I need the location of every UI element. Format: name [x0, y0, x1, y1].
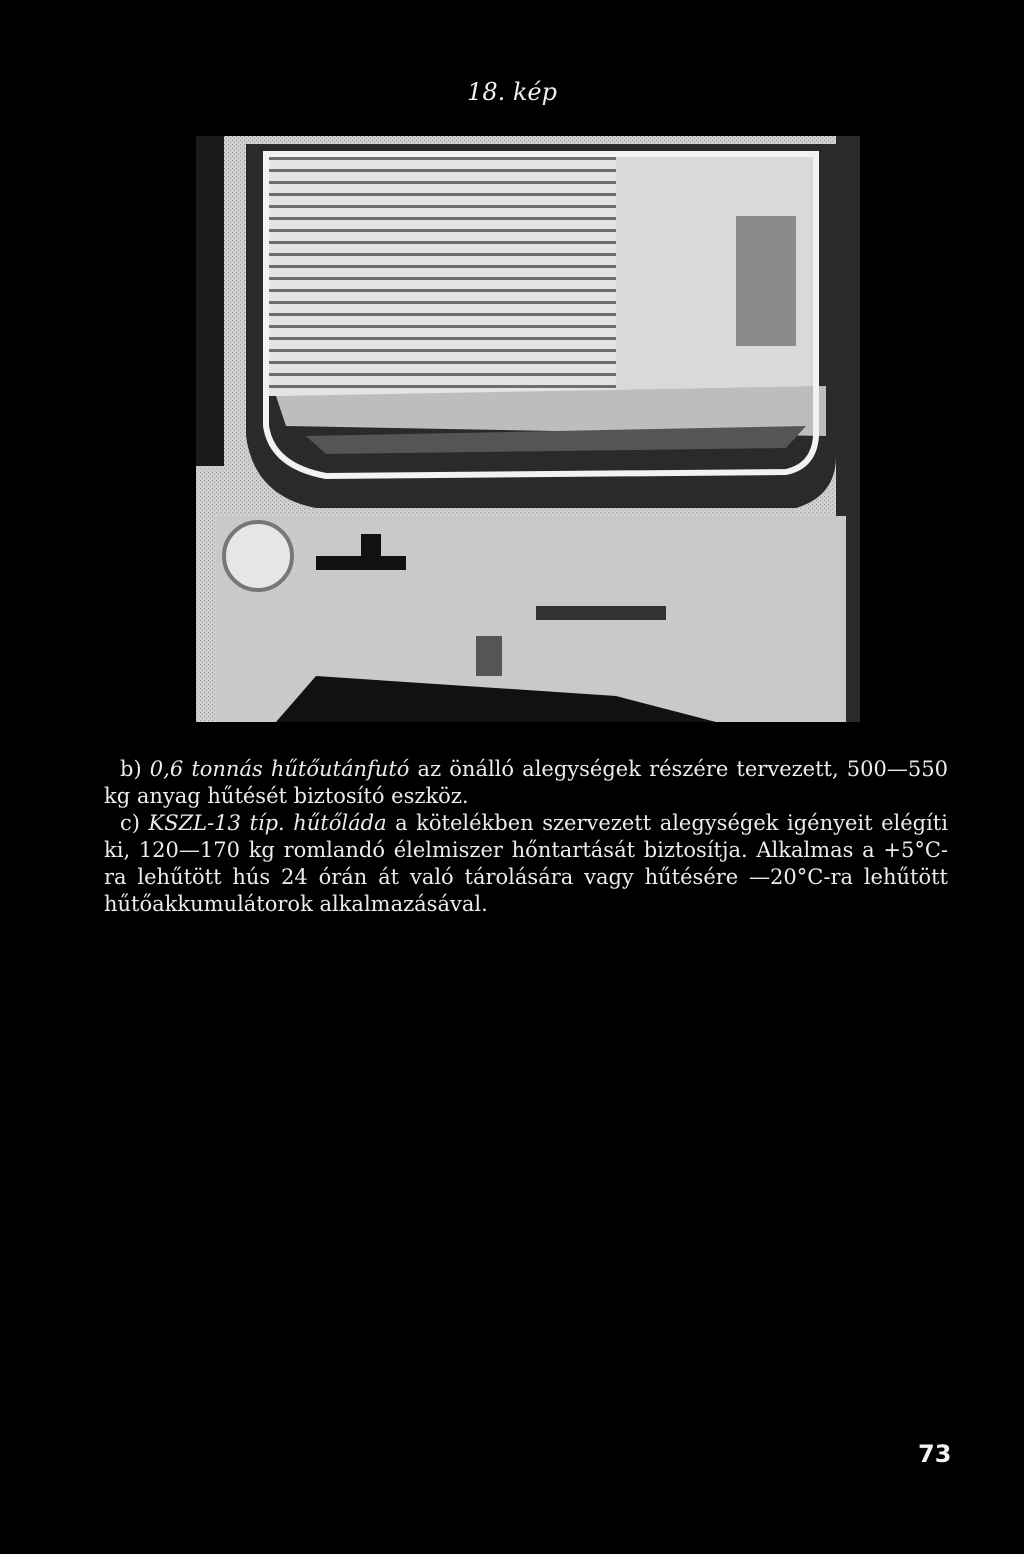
page-number: 73	[918, 1440, 952, 1468]
paragraph-b-text: az önálló alegységek részére tervezett, 500—550 kg anyag hűtését biztosító eszköz.	[104, 757, 948, 808]
paragraph-b-item: 0,6 tonnás hűtőutánfutó	[149, 757, 410, 781]
paragraph-c-marker: c)	[120, 811, 140, 835]
refrigerated-trailer-photo	[196, 136, 860, 722]
figure-caption: 18. kép	[467, 78, 557, 106]
paragraph-c	[104, 810, 948, 918]
paragraph-c-item: KSZL-13 típ. hűtőláda	[148, 811, 387, 835]
paragraph-c-text: a kötelékben szervezett alegységek igényeit elégíti ki, 120—170 kg romlandó élelmiszer hőntartását biztosítja. Alkalmas a +5°C-ra lehűtött hús 24 órán át való tárolására vagy hűtésére —20°C-ra lehűtött hűtőakkumulátorok alkalmazásával.	[104, 811, 948, 916]
paragraph-b-marker: b)	[120, 757, 142, 781]
paragraph-b	[104, 756, 948, 810]
body-text	[104, 756, 948, 918]
photo-illustration	[196, 136, 860, 722]
